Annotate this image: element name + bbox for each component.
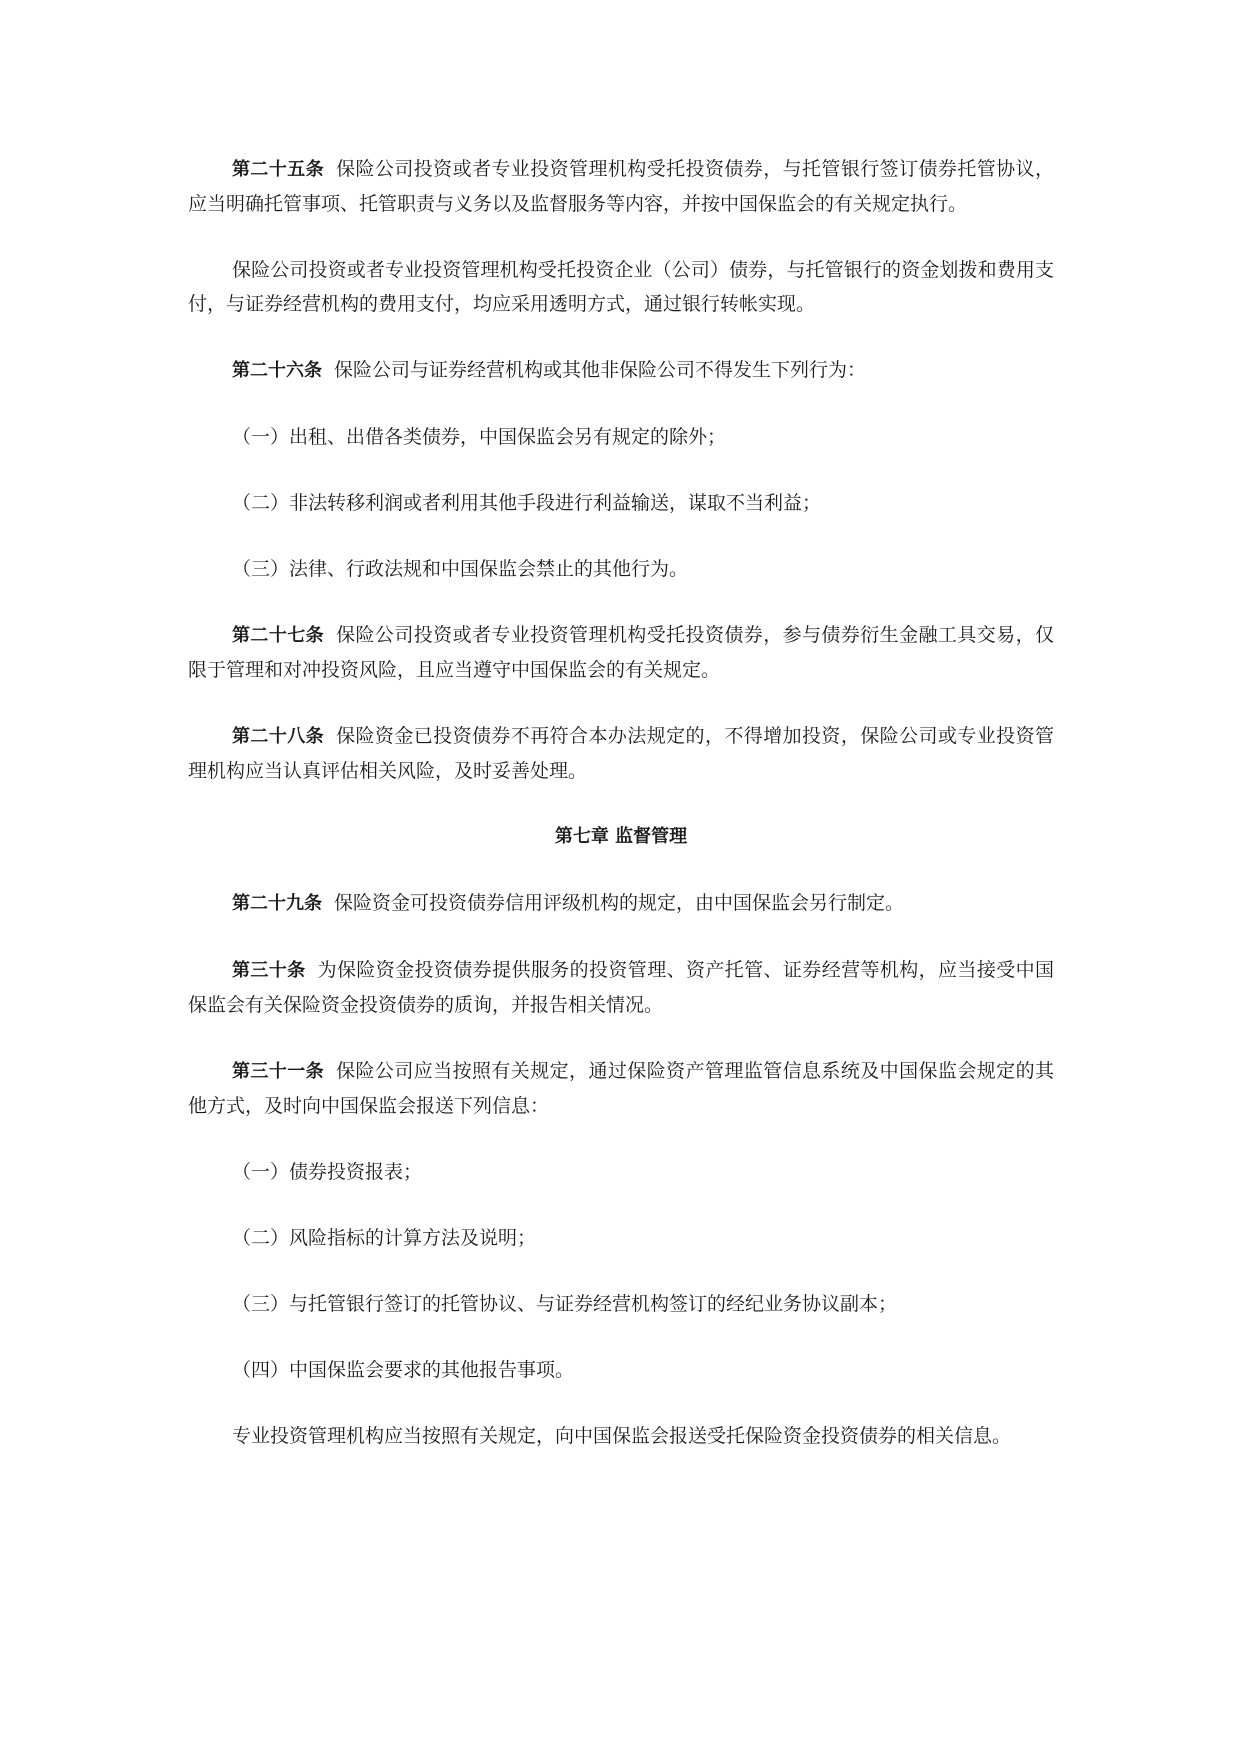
chapter-heading: 第七章 监督管理 xyxy=(554,826,688,847)
article-text: 保险公司投资或者专业投资管理机构受托投资债券，与托管银行签订债券托管协议，应当明确托管事项、托管职责与义务以及监督服务等内容，并按中国保监会的有关规定执行。 xyxy=(188,158,1054,215)
article-text: 为保险资金投资债券提供服务的投资管理、资产托管、证券经营等机构，应当接受中国保监会有关保险资金投资债券的质询，并报告相关情况。 xyxy=(188,959,1054,1016)
list-item-text: （三）与托管银行签订的托管协议、与证券经营机构签订的经纪业务协议副本； xyxy=(232,1293,898,1315)
list-item-text: （四）中国保监会要求的其他报告事项。 xyxy=(232,1359,575,1381)
article-31-paragraph-2 xyxy=(188,1419,1054,1453)
article-number: 第二十七条 xyxy=(232,625,325,646)
article-26 xyxy=(188,353,1054,388)
article-29 xyxy=(188,886,1054,921)
list-item xyxy=(188,1155,1054,1189)
article-number: 第二十六条 xyxy=(232,360,322,381)
article-number: 第三十条 xyxy=(232,960,306,981)
list-item-text: （二）非法转移利润或者利用其他手段进行利益输送，谋取不当利益； xyxy=(232,492,822,514)
list-item xyxy=(188,486,1054,520)
list-item-text: （一）出租、出借各类债券，中国保监会另有规定的除外； xyxy=(232,426,727,448)
list-item xyxy=(188,552,1054,586)
list-item xyxy=(188,1353,1054,1387)
article-31 xyxy=(188,1054,1054,1123)
list-item xyxy=(188,1221,1054,1255)
list-item xyxy=(188,1287,1054,1321)
article-number: 第二十五条 xyxy=(232,159,325,180)
list-item-text: （二）风险指标的计算方法及说明； xyxy=(232,1227,537,1249)
article-text: 保险资金已投资债券不再符合本办法规定的，不得增加投资，保险公司或专业投资管理机构应当认真评估相关风险，及时妥善处理。 xyxy=(188,725,1054,782)
article-number: 第二十九条 xyxy=(232,893,322,914)
article-25 xyxy=(188,152,1054,221)
document-page xyxy=(188,152,1054,1485)
article-number: 第二十八条 xyxy=(232,726,325,747)
paragraph-text: 保险公司投资或者专业投资管理机构受托投资企业（公司）债券，与托管银行的资金划拨和费用支付，与证券经营机构的费用支付，均应采用透明方式，通过银行转帐实现。 xyxy=(188,259,1054,315)
article-30 xyxy=(188,953,1054,1022)
list-item xyxy=(188,420,1054,454)
article-text: 保险公司与证券经营机构或其他非保险公司不得发生下列行为： xyxy=(334,359,867,381)
article-25-paragraph-2 xyxy=(188,253,1054,321)
article-27 xyxy=(188,618,1054,687)
article-text: 保险公司应当按照有关规定，通过保险资产管理监管信息系统及中国保监会规定的其他方式，及时向中国保监会报送下列信息： xyxy=(188,1060,1054,1117)
article-number: 第三十一条 xyxy=(232,1061,325,1082)
article-text: 保险资金可投资债券信用评级机构的规定，由中国保监会另行制定。 xyxy=(334,892,905,914)
list-item-text: （三）法律、行政法规和中国保监会禁止的其他行为。 xyxy=(232,558,689,580)
article-28 xyxy=(188,719,1054,788)
list-item-text: （一）债券投资报表； xyxy=(232,1161,423,1183)
paragraph-text: 专业投资管理机构应当按照有关规定，向中国保监会报送受托保险资金投资债券的相关信息。 xyxy=(232,1425,1012,1447)
article-text: 保险公司投资或者专业投资管理机构受托投资债券，参与债券衍生金融工具交易，仅限于管理和对冲投资风险，且应当遵守中国保监会的有关规定。 xyxy=(188,624,1054,681)
